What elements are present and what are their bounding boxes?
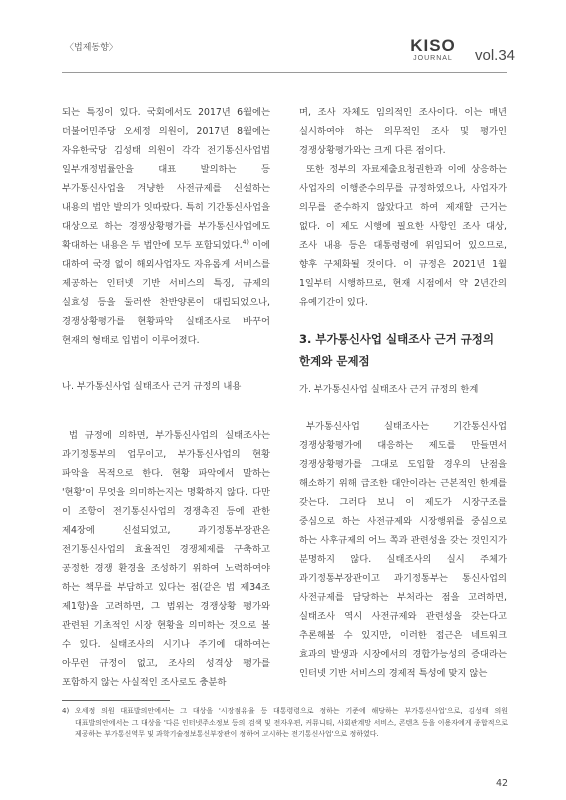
- section-category: 〈법제동향〉: [65, 43, 118, 53]
- logo-main-text: KISO: [410, 36, 456, 55]
- volume-number: vol.34: [475, 47, 516, 64]
- right-paragraph-1: 며, 조사 자체도 임의적인 조사이다. 이는 매년 실시하여야 하는 의무적인 조사 및 평가인 경쟁상황평가와는 크게 다른 점이다.: [299, 107, 507, 156]
- section-title: 3. 부가통신사업 실태조사 근거 규정의 한계와 문제점: [299, 332, 495, 368]
- right-paragraph-3: 부가통신사업 실태조사는 기간통신사업 경쟁상황평가에 대응하는 제도를 만들면서 경쟁상황평가를 그대로 도입할 경우의 난점을 해소하기 위해 급조한 대안이라는 근본적인 한계를 갖는다. 그러다 보니 이 제도가 시장구조를 중심으로 하는 사전규제와 시장행위를 중심으로 하는 사후규제의 어느 쪽과 관련성을 갖는 것인지가 분명하지 않다. 실태조사의 실시 주체가 과기정통부장관이고 과기정통부는 통신사업의 사전규제를 담당하는 부처라는 점을 고려하면, 실태조사 역시 사전규제와 관련성을 갖는다고 추론해볼 수 있지만, 이러한 접근은 네트워크 효과의 발생과 시장에서의 경합가능성의 증대라는 인터넷 기반 서비스의 경제적 특성에 맞지 않는: [299, 421, 507, 679]
- subheading-ga: 가. 부가통신사업 실태조사 근거 규정의 한계: [299, 384, 479, 395]
- footnote-text: 오세정 의원 대표발의안에서는 그 대상을 '시장점유율 등 대통령령으로 정하는 기준에 해당하는 부가통신사업'으로, 김성태 의원 대표발의안에서는 그 대상을 '다른 인터넷주소정보 등의 검색 및 전자우편, 커뮤니티, 사회관계망 서비스, 콘텐츠 등을 이용자에게 종합적으로 제공하는 부가통신역무 및 과학기술정보통신부장관이 정하여 고시하는 전기통신사업'으로 정하였다.: [75, 707, 508, 738]
- left-paragraph-2: 법 규정에 의하면, 부가통신사업의 실태조사는 과기정통부의 업무이고, 부가통신사업의 현황 파악을 목적으로 한다. 현황 파악에서 말하는 '현황'이 무엇을 의미하는지는 명확하지 않다. 다만 이 조항이 전기통신사업의 경쟁촉진 등에 관한 제4장에 신설되었고, 과기정통부장관은 전기통신사업의 효율적인 경쟁체제를 구축하고 공정한 경쟁 환경을 조성하기 위하여 노력하여야 하는 책무를 부담하고 있다는 점(같은 법 제34조 제1항)을 고려하면, 그 범위는 경쟁상황 평가와 관련된 기초적인 시장 현황을 의미하는 것으로 볼 수 있다. 실태조사의 시기나 주기에 대하여는 아무런 규정이 없고, 조사의 성격상 평가를 포함하지 않는 사실적인 조사로도 충분하: [62, 430, 270, 688]
- right-paragraph-2: 또한 정부의 자료제출요청권한과 이에 상응하는 사업자의 이행준수의무를 규정하였으나, 사업자가 의무를 준수하지 않았다고 하여 제재할 근거는 없다. 이 제도 시행에 필요한 사항인 조사 대상, 조사 내용 등은 대통령령에 위임되어 있으므로, 향후 구체화될 것이다. 이 규정은 2021년 1월 1일부터 시행하므로, 현재 시점에서 약 2년간의 유예기간이 있다.: [299, 164, 507, 308]
- header-divider: [62, 72, 507, 73]
- right-column: [299, 103, 507, 683]
- left-paragraph-1-text: 되는 특징이 있다. 국회에서도 2017년 6월에는 더불어민주당 오세정 의원이, 2017년 8월에는 자유한국당 김성태 의원이 각각 전기통신사업법 일부개정법률안을 대표 발의하는 등 부가통신사업을 겨냥한 사전규제를 신설하는 내용의 법안 발의가 잇따랐다. 특히 기간통신사업을 대상으로 하는 경쟁상황평가를 부가통신사업에도 확대하는 내용은 두 법안에 모두 포함되었다.: [62, 107, 270, 251]
- footnote-reference[interactable]: 4): [242, 238, 249, 246]
- footnote-divider: [62, 700, 170, 701]
- logo-sub-text: JOURNAL: [413, 55, 453, 62]
- journal-logo: [407, 37, 459, 63]
- footnote: [62, 706, 508, 741]
- footnote-number: 4): [62, 707, 70, 715]
- left-paragraph-1-text-after: 이에 대하여 국경 없이 해외사업자도 자유롭게 서비스를 제공하는 인터넷 기반 서비스의 특징, 규제의 실효성 등을 둘러싼 찬반양론이 대립되었으나, 경쟁상황평가를 현황파악 실태조사로 바꾸어 현재의 형태로 입법이 이루어졌다.: [62, 240, 270, 346]
- left-paragraph-1: [62, 103, 270, 350]
- subheading-na: 나. 부가통신사업 실태조사 근거 규정의 내용: [62, 381, 242, 392]
- page-number: 42: [496, 778, 509, 789]
- left-column: [62, 103, 270, 692]
